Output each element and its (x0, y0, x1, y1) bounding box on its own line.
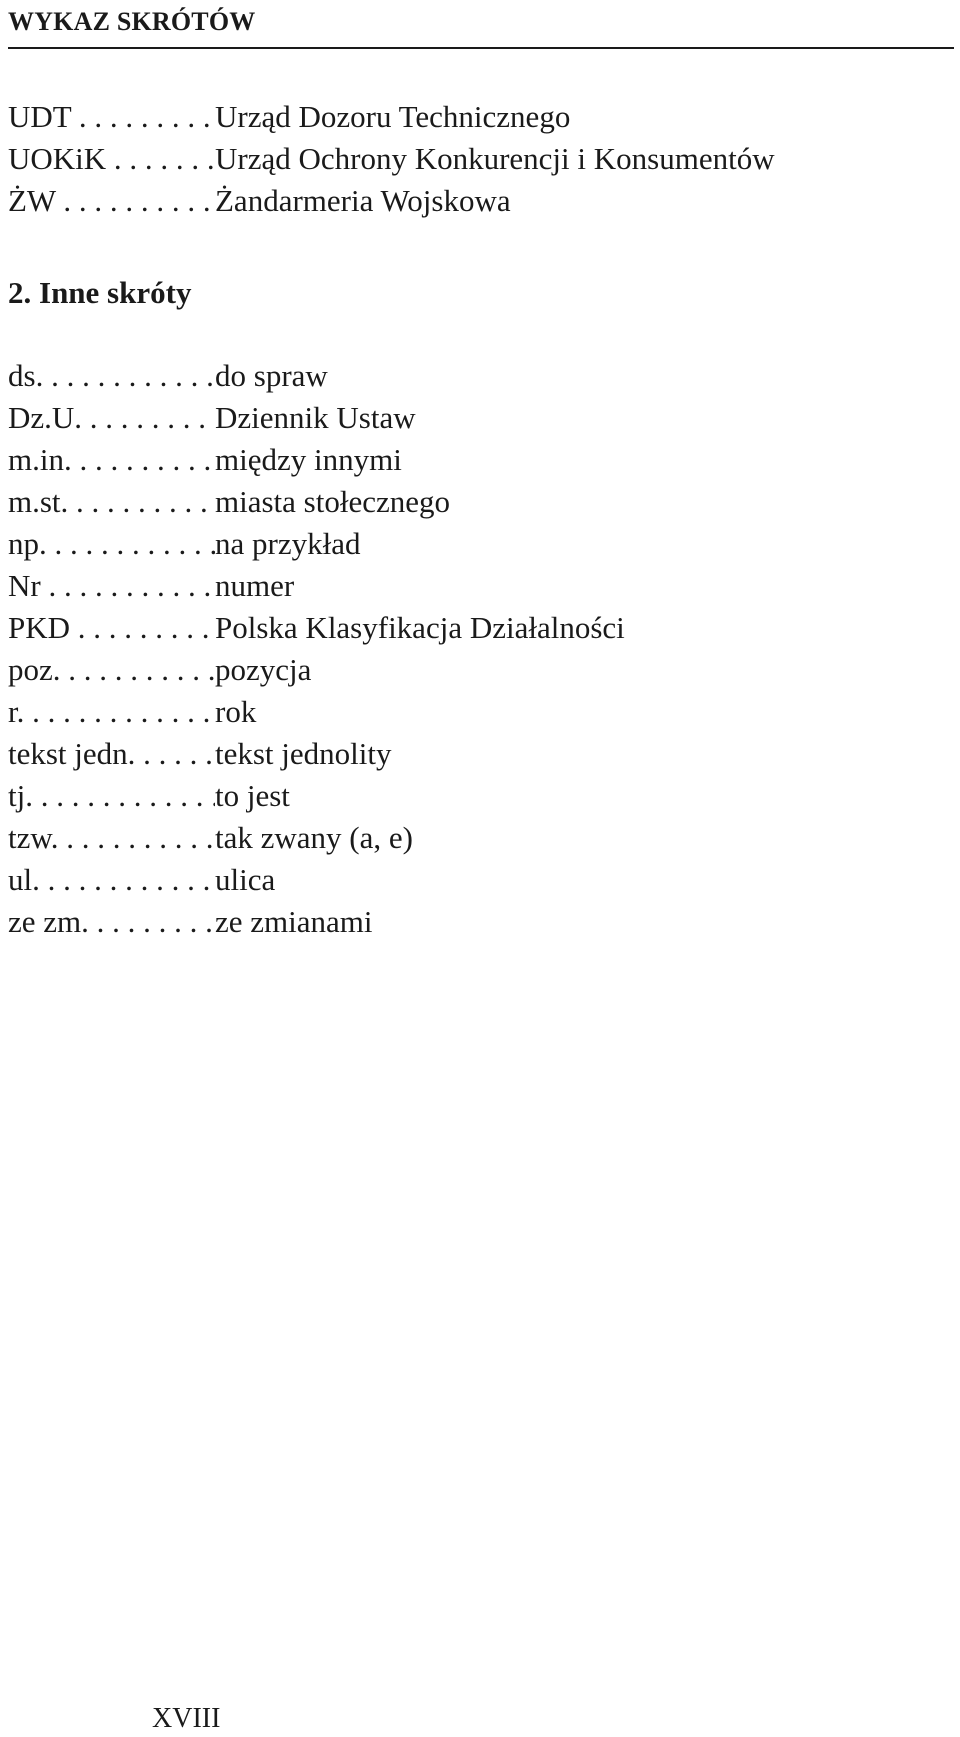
abbreviation-entry (8, 859, 625, 901)
abbreviation-entry (8, 901, 625, 943)
abbreviation-term: tj. . . . (8, 775, 215, 817)
abbreviation-list-institutions (8, 96, 775, 222)
abbreviation-term: poz. . . . (8, 649, 215, 691)
abbreviation-entry (8, 439, 625, 481)
abbreviation-term: ŻW . . . (8, 180, 215, 222)
abbreviation-term: r. . . . (8, 691, 215, 733)
abbreviation-expansion: to jest (215, 778, 290, 813)
abbreviation-term: PKD . . . (8, 607, 215, 649)
abbreviation-list-other (8, 355, 625, 943)
abbreviation-term: ul. . . . (8, 859, 215, 901)
abbreviation-entry (8, 817, 625, 859)
abbreviation-term: ds. . . . (8, 355, 215, 397)
abbreviation-term: m.in. . . . (8, 439, 215, 481)
abbreviation-term: UDT . . . (8, 96, 215, 138)
abbreviation-expansion: pozycja (215, 652, 312, 687)
abbreviation-term: np. . . . (8, 523, 215, 565)
abbreviation-expansion: na przykład (215, 526, 361, 561)
abbreviation-entry (8, 481, 625, 523)
abbreviation-entry (8, 397, 625, 439)
abbreviation-expansion: ze zmianami (215, 904, 373, 939)
abbreviation-expansion: między innymi (215, 442, 402, 477)
page-number: XVIII (152, 1703, 221, 1734)
abbreviation-expansion: Żandarmeria Wojskowa (215, 183, 511, 218)
running-head-rule (8, 47, 954, 49)
abbreviation-entry (8, 565, 625, 607)
abbreviation-entry (8, 180, 775, 222)
abbreviation-term: ze zm. . . . (8, 901, 215, 943)
abbreviation-entry (8, 733, 625, 775)
abbreviation-expansion: do spraw (215, 358, 328, 393)
abbreviation-term: UOKiK . . . (8, 138, 215, 180)
abbreviation-expansion: Polska Klasyfikacja Działalności (215, 610, 625, 645)
abbreviation-entry (8, 691, 625, 733)
abbreviation-term: tzw. . . . (8, 817, 215, 859)
abbreviation-expansion: Dziennik Ustaw (215, 400, 416, 435)
abbreviation-entry (8, 138, 775, 180)
abbreviation-expansion: rok (215, 694, 257, 729)
abbreviation-expansion: ulica (215, 862, 276, 897)
abbreviation-expansion: Urząd Dozoru Technicznego (215, 99, 571, 134)
abbreviation-expansion: tak zwany (a, e) (215, 820, 413, 855)
running-head: WYKAZ SKRÓTÓW (8, 7, 256, 36)
abbreviation-entry (8, 607, 625, 649)
abbreviation-entry (8, 775, 625, 817)
section-heading: 2. Inne skróty (8, 275, 192, 310)
abbreviation-term: Dz.U. . . . (8, 397, 215, 439)
abbreviation-entry (8, 523, 625, 565)
abbreviation-term: m.st. . . . (8, 481, 215, 523)
abbreviation-entry (8, 355, 625, 397)
abbreviation-entry (8, 96, 775, 138)
abbreviation-expansion: tekst jednolity (215, 736, 392, 771)
abbreviation-expansion: numer (215, 568, 295, 603)
abbreviation-term: Nr . . . (8, 565, 215, 607)
abbreviation-entry (8, 649, 625, 691)
abbreviation-expansion: Urząd Ochrony Konkurencji i Konsumentów (215, 141, 775, 176)
abbreviation-term: tekst jedn. . . . (8, 733, 215, 775)
abbreviation-expansion: miasta stołecznego (215, 484, 450, 519)
